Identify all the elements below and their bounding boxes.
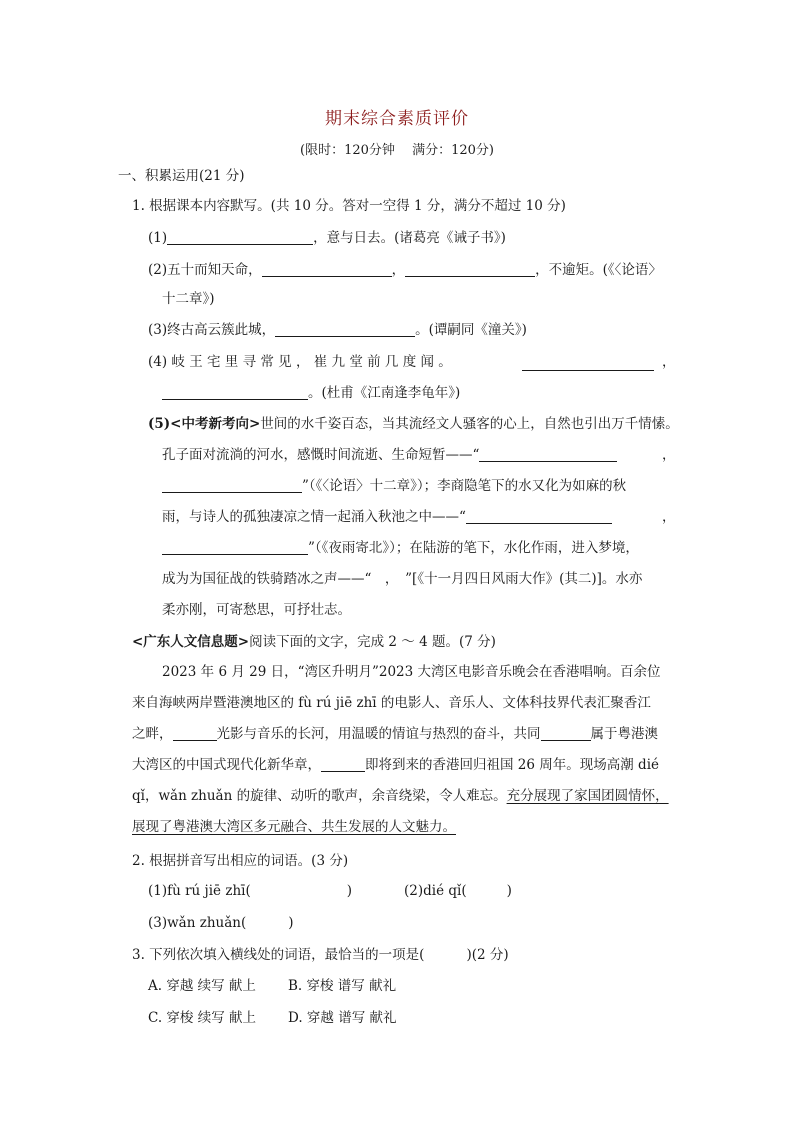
q2-stem: 2. 根据拼音写出相应的词语。(3 分) xyxy=(132,853,349,869)
q2-item-1-label: (1)fù rú jiē zhī( xyxy=(148,883,251,899)
q1-item-5-line7: 柔亦刚，可寄愁思，可抒壮志。 xyxy=(162,602,351,618)
answer-blank[interactable] xyxy=(162,539,308,555)
answer-blank[interactable] xyxy=(405,261,535,277)
q2-item-1-close: ) xyxy=(346,883,353,899)
q1-item-5-line5 xyxy=(162,538,639,558)
underlined-sentence: 展现了粤港澳大湾区多元融合、共生发展的人文魅力。 xyxy=(132,819,456,835)
q1-item-2-head: (2)五十而知天命， xyxy=(148,262,262,278)
q1-item-4-comma: ， xyxy=(662,354,676,370)
q1-item-5-line5-text: ”（《夜雨寄北》）；在陆游的笔下，水化作雨，进入梦境， xyxy=(308,540,639,556)
answer-blank[interactable] xyxy=(466,508,612,524)
answer-blank[interactable] xyxy=(479,446,617,462)
q1-item-5-line3 xyxy=(162,476,626,496)
q3-stem-close: )(2 分) xyxy=(466,947,509,963)
q2-item-3-close: ) xyxy=(288,915,294,931)
answer-blank[interactable] xyxy=(275,321,415,337)
q1-item-2-tail: ，不逾矩。(《〈论语〉 xyxy=(535,262,662,278)
q1-item-3-tail: 。(谭嗣同《潼关》) xyxy=(415,322,527,338)
passage-text: qǐ，wǎn zhuǎn 的旋律、动听的歌声，余音绕梁，令人难忘。 xyxy=(132,788,507,804)
option-c[interactable]: C. 穿梭 续写 献上 xyxy=(148,1010,257,1026)
q1-item-1-label: (1) xyxy=(148,230,168,246)
passage-text: 属于粤港澳 xyxy=(590,726,658,742)
q1-stem: 1. 根据课本内容默写。(共 10 分。答对一空得 1 分，满分不超过 10 分) xyxy=(132,198,566,214)
q1-item-5 xyxy=(148,414,679,434)
passage-line xyxy=(132,817,456,837)
region-tag: <广东人文信息题> xyxy=(132,634,250,650)
q1-item-5-comma: ， xyxy=(662,447,676,463)
q1-item-5-line4 xyxy=(162,507,612,527)
new-trend-tag: (5)<中考新考向> xyxy=(148,416,261,432)
q1-item-4-cont xyxy=(162,383,460,403)
underlined-sentence: 充分展现了家国团圆情怀， xyxy=(506,788,669,804)
answer-blank[interactable] xyxy=(173,725,217,741)
q2-item-1 xyxy=(148,881,352,901)
q1-item-5-comma-2: ， xyxy=(662,509,676,525)
q3-stem-text: 3. 下列依次填入横线处的词语，最恰当的一项是( xyxy=(132,947,425,963)
q2-item-3 xyxy=(148,913,294,933)
q1-item-5-line2-text: 孔子面对流淌的河水，感慨时间流逝、生命短暂——“ xyxy=(162,447,480,463)
page-title: 期末综合素质评价 xyxy=(325,109,469,129)
q1-item-5-line3-text: ”（《〈论语〉十二章》）；李商隐笔下的水又化为如麻的秋 xyxy=(302,478,627,494)
passage-text: 光影与音乐的长河，用温暖的情谊与热烈的奋斗，共同 xyxy=(216,726,541,742)
passage-text: 大湾区的中国式现代化新华章， xyxy=(132,757,321,773)
answer-blank[interactable] xyxy=(522,355,654,371)
q1-item-3 xyxy=(148,320,527,340)
option-a[interactable]: A. 穿越 续写 献上 xyxy=(148,978,256,994)
passage-line xyxy=(132,724,658,744)
q1-item-4-head: (4) 岐 王 宅 里 寻 常 见 ， 崔 九 堂 前 几 度 闻 。 xyxy=(148,354,452,370)
q1-item-2-mid: ， xyxy=(391,262,406,278)
answer-blank[interactable] xyxy=(162,384,308,400)
passage-instruction: 阅读下面的文字，完成 2 ～ 4 题。(7 分) xyxy=(249,634,496,650)
passage-text: 即将到来的香港回归祖国 26 周年。现场高潮 dié xyxy=(365,757,660,773)
q1-item-2-cont: 十二章》) xyxy=(162,291,215,307)
q2-item-2-label: (2)dié qǐ( xyxy=(404,883,467,899)
answer-blank[interactable] xyxy=(541,725,591,741)
passage-intro xyxy=(132,632,496,652)
passage-line: 2023 年 6 月 29 日，“湾区升明月”2023 大湾区电影音乐晚会在香港唱响。百余位 xyxy=(162,664,661,680)
passage-line xyxy=(132,755,659,775)
q2-item-2 xyxy=(404,881,512,901)
exam-limits: (限时：120分钟 满分：120分) xyxy=(300,143,494,158)
answer-blank[interactable] xyxy=(321,756,365,772)
option-d[interactable]: D. 穿越 谱写 献礼 xyxy=(288,1010,397,1026)
q1-item-3-head: (3)终古高云簇此城， xyxy=(148,322,276,338)
option-b[interactable]: B. 穿梭 谱写 献礼 xyxy=(288,978,397,994)
q1-item-4-tail: 。(杜甫《江南逢李龟年》) xyxy=(308,385,461,401)
passage-line xyxy=(132,786,669,806)
q1-item-1 xyxy=(148,228,506,248)
answer-blank[interactable] xyxy=(162,477,302,493)
q1-item-2 xyxy=(148,260,662,280)
q1-item-5-line1: 世间的水千姿百态，当其流经文人骚客的心上，自然也引出万千情愫。 xyxy=(260,416,679,432)
q1-item-1-tail: ，意与日去。(诸葛亮《诫子书》) xyxy=(313,230,506,246)
q1-item-5-line2 xyxy=(162,445,617,465)
passage-line: 来自海峡两岸暨港澳地区的 fù rú jiē zhī 的电影人、音乐人、文体科技界代表汇聚香江 xyxy=(132,695,651,711)
q3-stem xyxy=(132,945,509,965)
q1-item-5-line4-text: 雨，与诗人的孤独凄凉之情一起涌入秋池之中——“ xyxy=(162,509,466,525)
passage-text: 之畔， xyxy=(132,726,173,742)
q1-item-5-line6: 成为为国征战的铁骑踏冰之声——“ ， ”[《十一月四日风雨大作》(其二)]。水亦 xyxy=(162,571,643,587)
section-heading: 一、积累运用(21 分) xyxy=(118,168,245,184)
q2-item-2-close: ) xyxy=(506,883,512,899)
q1-item-4 xyxy=(148,352,452,372)
answer-blank[interactable] xyxy=(262,261,392,277)
answer-blank[interactable] xyxy=(167,229,313,245)
q2-item-3-label: (3)wǎn zhuǎn( xyxy=(148,915,247,931)
